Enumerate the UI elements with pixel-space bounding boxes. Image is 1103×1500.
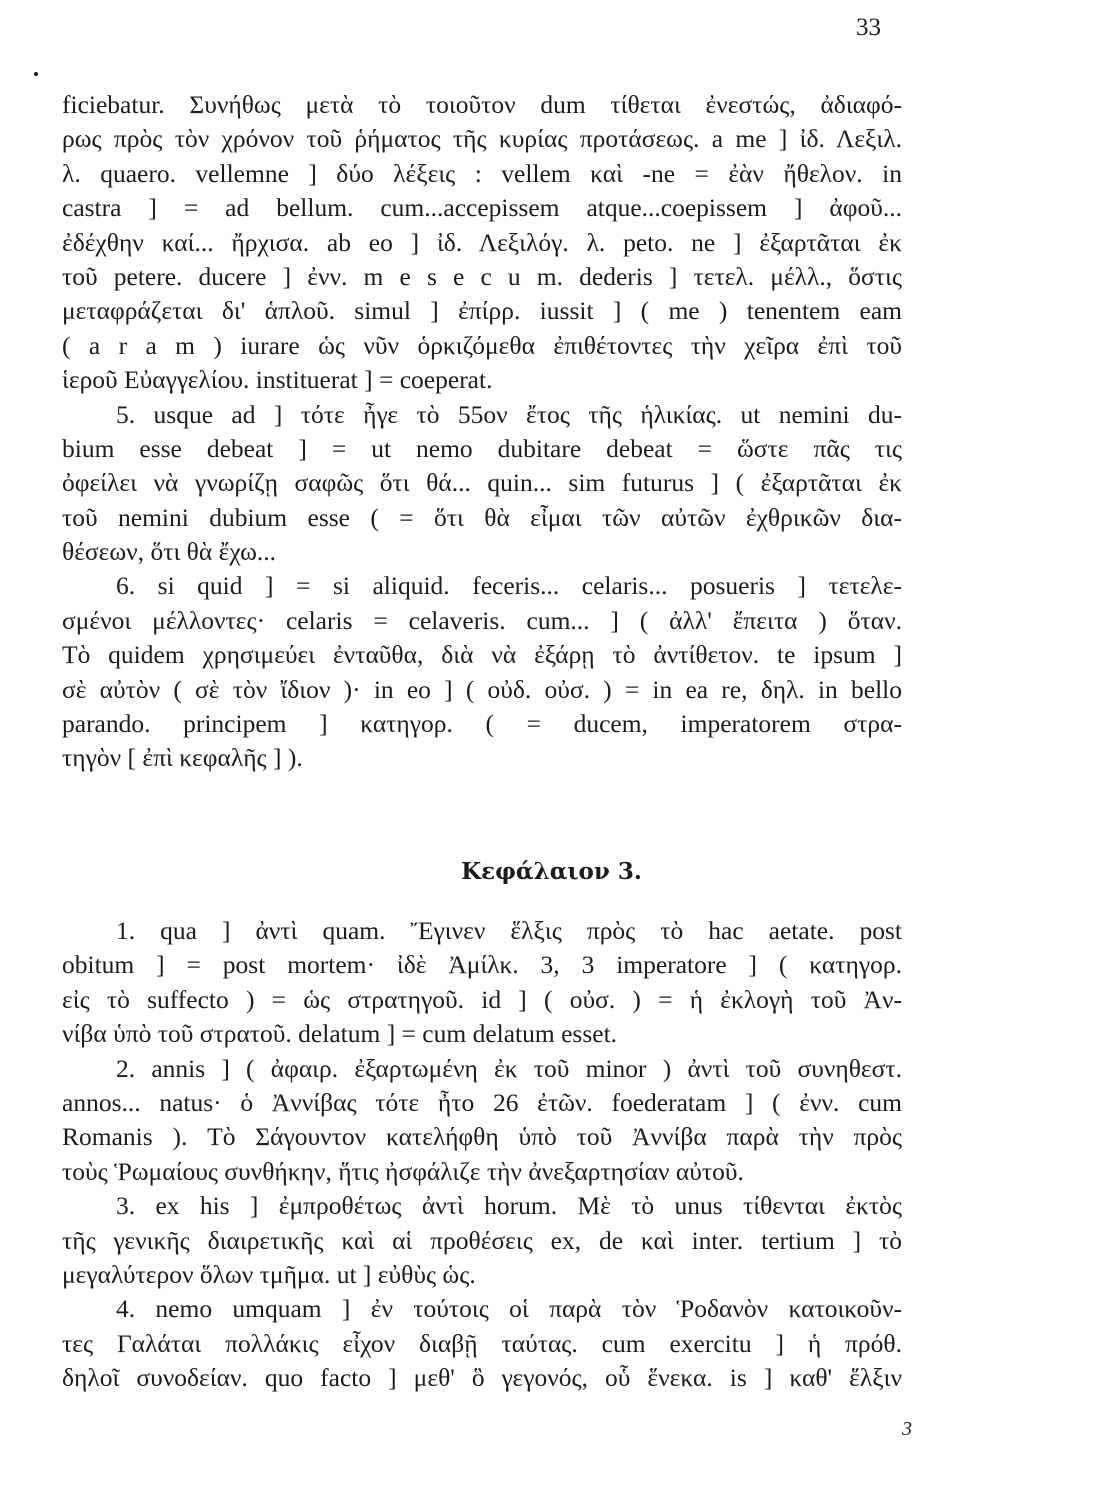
text-line: εἰς τὸ suffecto ) = ὡς στρατηγοῦ. id ] ( οὐσ. ) = ἡ ἐκλογὴ τοῦ Ἀν- xyxy=(62,984,902,1014)
text-line: 3. ex his ] ἐμπροθέτως ἀντὶ horum. Μὲ τὸ unus τίθενται ἐκτὸς xyxy=(116,1191,902,1221)
text-line: ρως πρὸς τὸν χρόνον τοῦ ῥήματος τῆς κυρίας προτάσεως. a me ] ἰδ. Λεξιλ. xyxy=(62,124,902,154)
text-line: parando. principem ] κατηγορ. ( = ducem, imperatorem στρα- xyxy=(62,709,902,739)
page-number: 33 xyxy=(856,14,881,41)
text-line: castra ] = ad bellum. cum...accepissem atque...coepissem ] ἀφοῦ... xyxy=(62,193,902,223)
print-speck xyxy=(34,72,38,76)
text-line: τες Γαλάται πολλάκις εἶχον διαβῇ ταύτας. cum exercitu ] ἡ πρόθ. xyxy=(62,1328,902,1358)
text-line: λ. quaero. vellemne ] δύο λέξεις : vellem καὶ -ne = ἐὰν ἤθελον. in xyxy=(62,158,902,188)
text-line: 6. si quid ] = si aliquid. feceris... celaris... posueris ] τετελε- xyxy=(116,571,902,601)
text-line: ἱεροῦ Εὐαγγελίου. instituerat ] = coeperat. xyxy=(62,365,493,395)
text-line: 4. nemo umquam ] ἐν τούτοις οἱ παρὰ τὸν Ῥοδανὸν κατοικοῦν- xyxy=(116,1294,902,1324)
text-line: Romanis ). Τὸ Σάγουντον κατελήφθη ὑπὸ τοῦ Ἀννίβα παρὰ τὴν πρὸς xyxy=(62,1122,902,1152)
text-line: τοῦ petere. ducere ] ἐνν. m e s e c u m. dederis ] τετελ. μέλλ., ὅστις xyxy=(62,261,902,291)
text-line: bium esse debeat ] = ut nemo dubitare debeat = ὥστε πᾶς τις xyxy=(62,433,902,463)
text-line: δηλοῖ συνοδείαν. quo facto ] μεθ' ὃ γεγονός, οὗ ἕνεκα. is ] καθ' ἕλξιν xyxy=(62,1363,902,1393)
commentary-text-bottom xyxy=(62,914,902,1395)
text-line: ( a r a m ) iurare ὡς νῦν ὁρκιζόμεθα ἐπιθέτοντες τὴν χεῖρα ἐπὶ τοῦ xyxy=(62,330,902,360)
text-line: μεγαλύτερον ὅλων τμῆμα. ut ] εὐθὺς ὡς. xyxy=(62,1259,476,1289)
text-line: obitum ] = post mortem· ἰδὲ Ἀμίλκ. 3, 3 imperatore ] ( κατηγορ. xyxy=(62,950,902,980)
text-line: τοὺς Ῥωμαίους συνθήκην, ἥτις ἠσφάλιζε τὴν ἀνεξαρτησίαν αὐτοῦ. xyxy=(62,1156,744,1186)
signature-mark: 3 xyxy=(902,1418,912,1440)
text-line: annos... natus· ὁ Ἀννίβας τότε ἦτο 26 ἐτῶν. foederatam ] ( ἐνν. cum xyxy=(62,1087,902,1117)
text-line: θέσεων, ὅτι θὰ ἔχω... xyxy=(62,537,276,567)
text-line: ficiebatur. Συνήθως μετὰ τὸ τοιοῦτον dum τίθεται ἐνεστώς, ἀδιαφό- xyxy=(62,90,902,119)
text-line: τῆς γενικῆς διαιρετικῆς καὶ αἱ προθέσεις ex, de καὶ inter. tertium ] τὸ xyxy=(62,1225,902,1255)
text-line: ἐδέχθην καί... ἤρχισα. ab eo ] ἰδ. Λεξιλόγ. λ. peto. ne ] ἐξαρτᾶται ἐκ xyxy=(62,227,902,257)
commentary-text-top xyxy=(62,88,902,776)
text-line: τηγὸν [ ἐπὶ κεφαλῆς ] ). xyxy=(62,743,303,773)
text-line: ὀφείλει νὰ γνωρίζῃ σαφῶς ὅτι θά... quin... sim futurus ] ( ἐξαρτᾶται ἐκ xyxy=(62,468,902,498)
text-line: Τὸ quidem χρησιμεύει ἐνταῦθα, διὰ νὰ ἐξάρῃ τὸ ἀντίθετον. te ipsum ] xyxy=(62,640,902,670)
text-line: μεταφράζεται δι' ἁπλοῦ. simul ] ἐπίρρ. iussit ] ( me ) tenentem eam xyxy=(62,296,902,326)
text-line: σμένοι μέλλοντες· celaris = celaveris. cum... ] ( ἀλλ' ἔπειτα ) ὅταν. xyxy=(62,605,902,635)
text-line: τοῦ nemini dubium esse ( = ὅτι θὰ εἶμαι τῶν αὐτῶν ἐχθρικῶν δια- xyxy=(62,502,902,532)
text-line: 2. annis ] ( ἀφαιρ. ἐξαρτωμένη ἐκ τοῦ minor ) ἀντὶ τοῦ συνηθεστ. xyxy=(116,1053,902,1083)
text-line: σὲ αὐτὸν ( σὲ τὸν ἴδιον )· in eo ] ( οὐδ. οὐσ. ) = in ea re, δηλ. in bello xyxy=(62,674,902,704)
text-line: 1. qua ] ἀντὶ quam. Ἔγινεν ἕλξις πρὸς τὸ hac aetate. post xyxy=(116,916,902,945)
text-line: νίβα ὑπὸ τοῦ στρατοῦ. delatum ] = cum delatum esset. xyxy=(62,1019,618,1049)
chapter-heading: Κεφάλαιον 3. xyxy=(461,858,642,885)
text-line: 5. usque ad ] τότε ἦγε τὸ 55ον ἔτος τῆς ἡλικίας. ut nemini du- xyxy=(116,399,902,429)
